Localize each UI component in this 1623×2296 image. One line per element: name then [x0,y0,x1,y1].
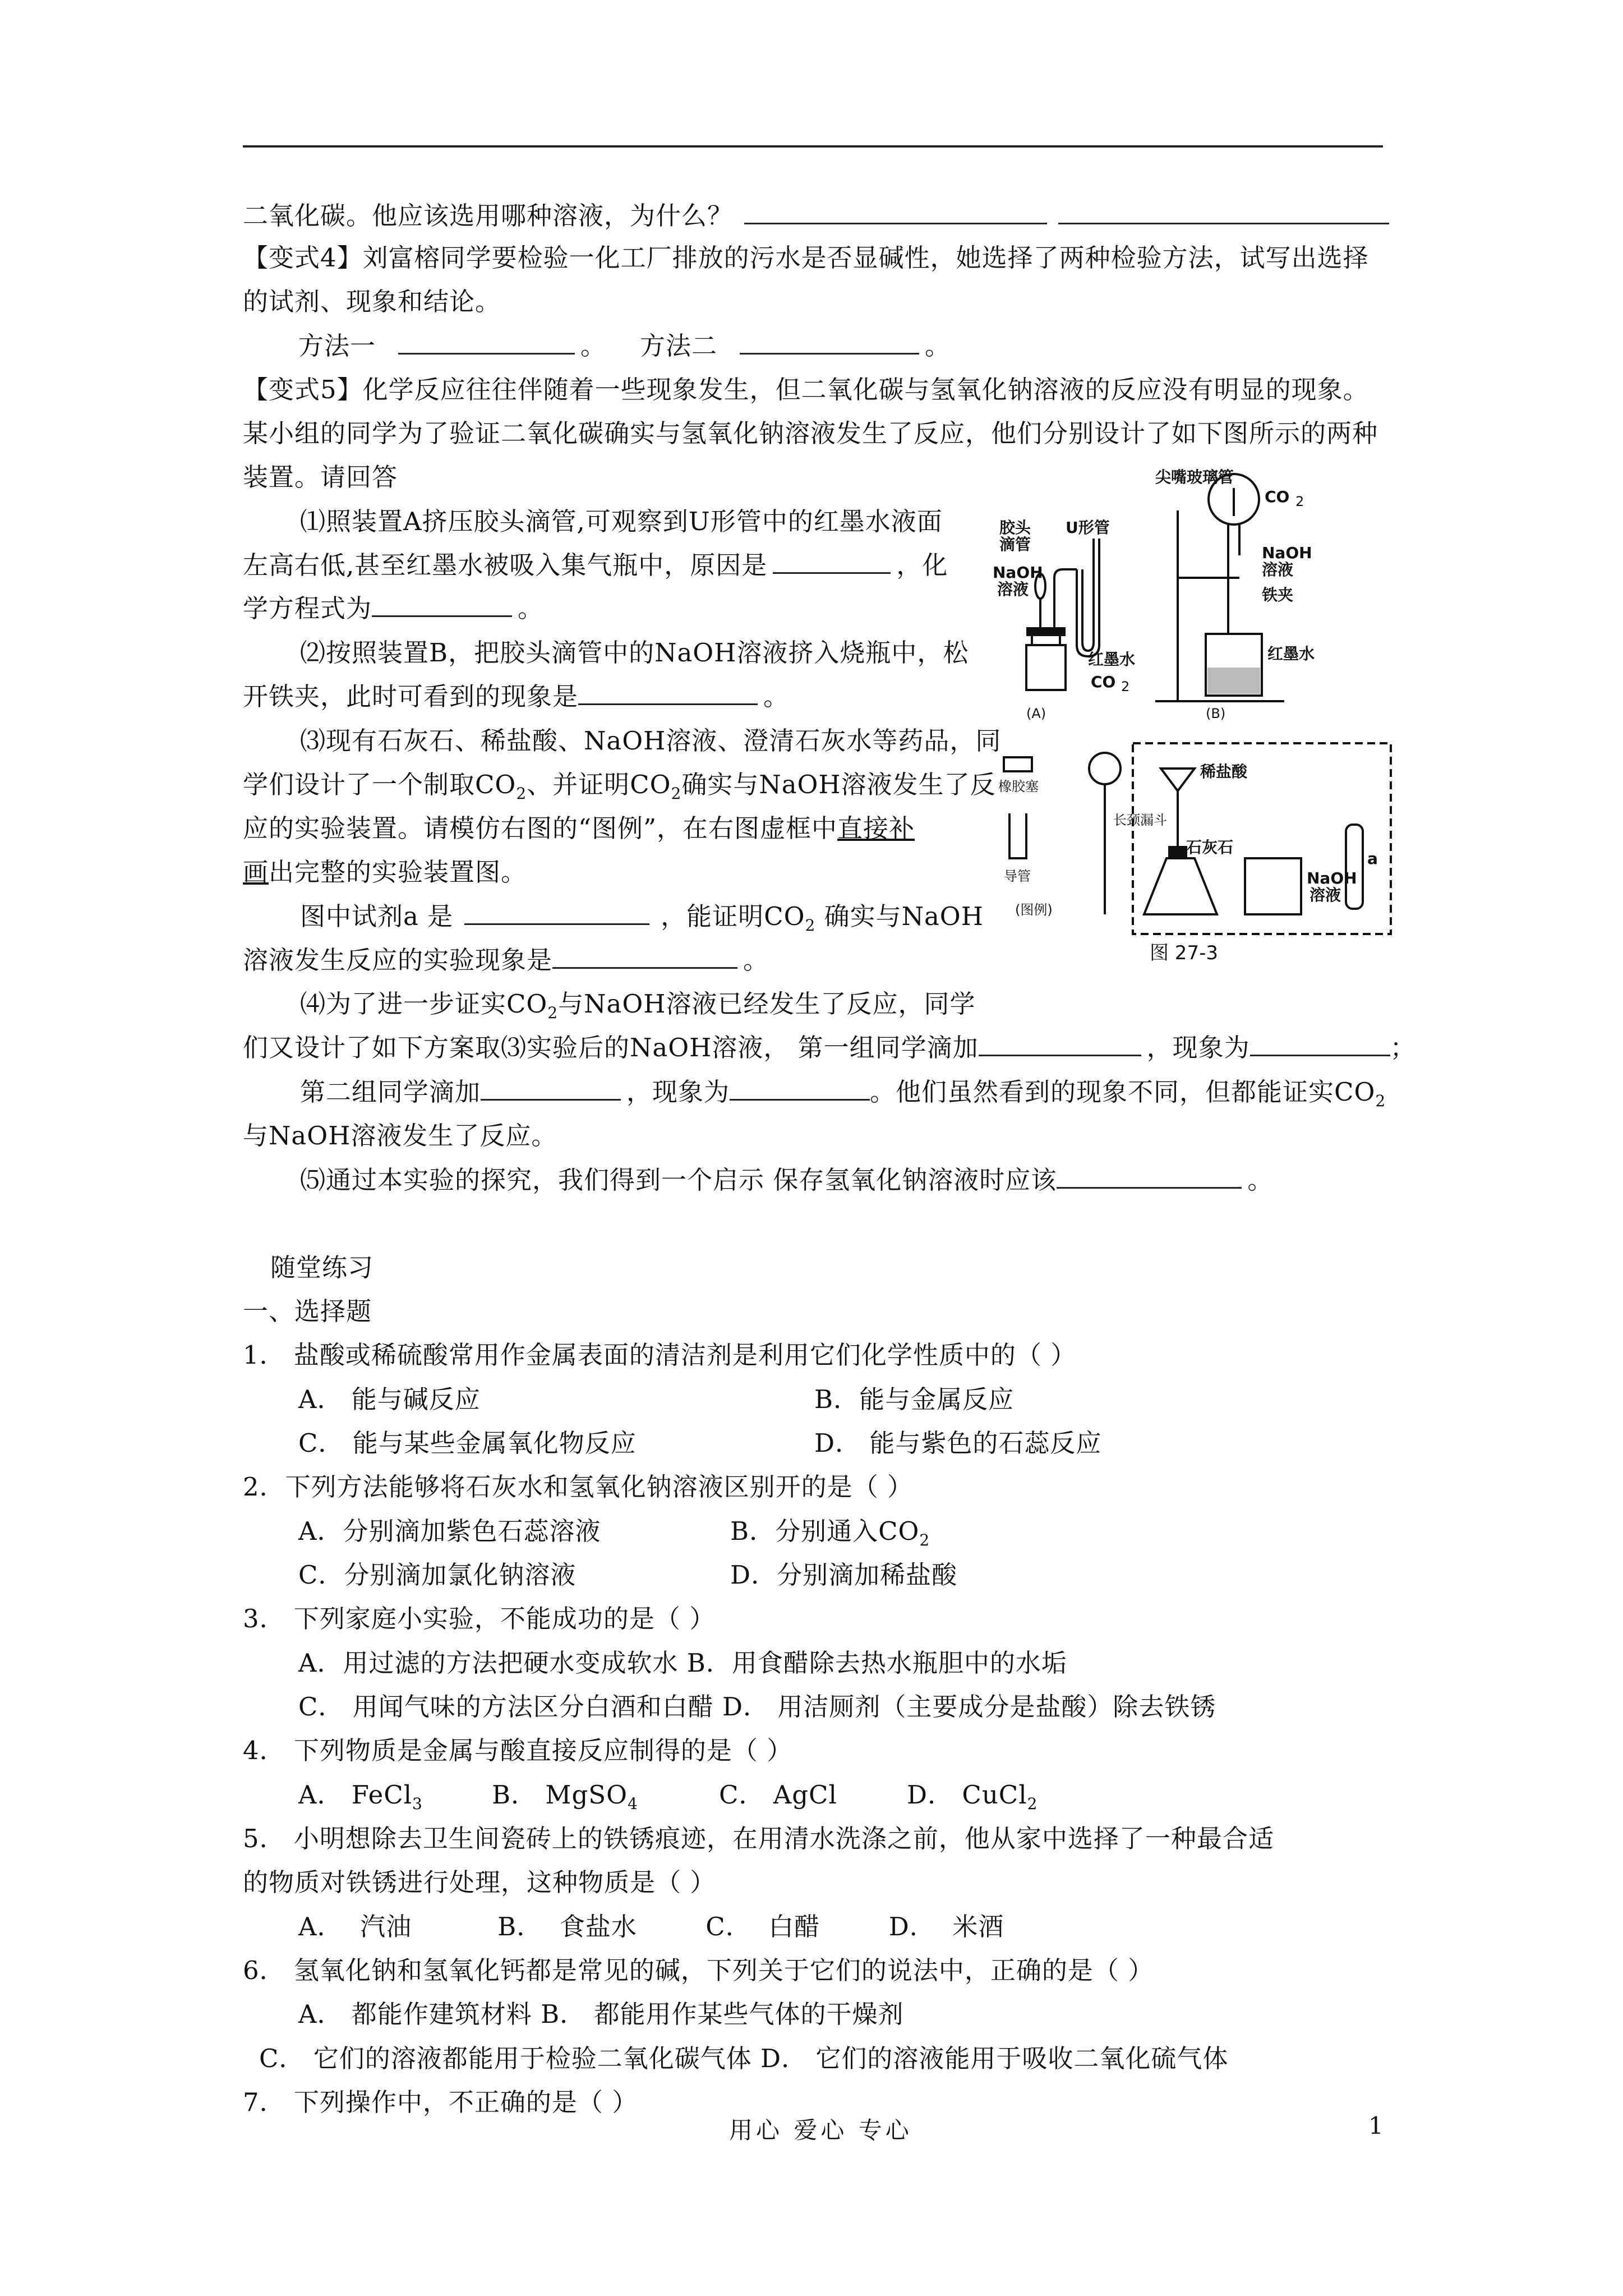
pq2-opts-ab [298,1515,930,1549]
q3-line-b: 学们设计了一个制取$CO_2$、并证明$CO_2$确实与NaOH溶液发生了反 [243,770,996,803]
funnel-symbol [1089,753,1121,784]
dashed-box [1133,743,1391,934]
label-co2-a: CO [1091,673,1116,691]
test-tube [1346,825,1363,909]
label-rongye-b: 溶液 [1262,560,1294,579]
answer-blank[interactable] [1250,1032,1390,1056]
answer-blank[interactable] [730,1076,870,1101]
q2-line-a: ⑵按照装置B，把胶头滴管中的NaOH溶液挤入烧瓶中，松 [300,638,969,668]
answer-blank[interactable] [481,1076,621,1101]
header-rule [243,145,1383,148]
tube-symbol [1009,813,1026,858]
option-d[interactable]: D．分别滴加稀盐酸 [730,1560,958,1590]
label-ushape: U形管 [1066,518,1110,537]
pq6: 6． 氢氧化钠和氢氧化钙都是常见的碱，下列关于它们的说法中，正确的是（ ） [243,1955,1154,1985]
answer-blank[interactable] [744,200,1047,224]
label-rongye-a: 溶液 [997,580,1029,599]
label-co2-b: CO [1265,487,1290,506]
option-d[interactable]: D． 能与紫色的石蕊反应 [814,1428,1102,1458]
pq7: 7． 下列操作中，不正确的是（ ） [243,2087,638,2117]
option-c[interactable]: C． AgCl [719,1780,837,1810]
label-hongmoshui-a: 红墨水 [1088,650,1136,669]
label-A: (A) [1026,706,1046,721]
q1-line-c: 学方程式为 。 [243,593,544,623]
footer-slogan: 用心 爱心 专心 [729,2116,912,2144]
q3-line-c: 应的实验装置。请模仿右图的“图例”，在右图虚框中直接补 [243,813,915,843]
label-co2-sub-b: 2 [1295,494,1304,509]
pq3: 3． 下列家庭小实验，不能成功的是（ ） [243,1604,716,1634]
option-b[interactable]: B． MgSO$_4$ [492,1780,638,1813]
pq2: 2．下列方法能够将石灰水和氢氧化钠溶液区别开的是（ ） [243,1472,913,1502]
page-number: 1 [1368,2112,1384,2139]
label-tiejia: 铁夹 [1262,586,1294,604]
option-b[interactable]: B．能与金属反应 [814,1384,1015,1414]
legend [1004,753,1121,914]
stopper-symbol [1004,757,1032,771]
pq5-opts[interactable]: A． 汽油 B． 食盐水 C． 白醋 D． 米酒 [298,1912,1004,1941]
label-xiangjiaosai: 橡胶塞 [998,779,1039,794]
pq1: 1． 盐酸或稀硫酸常用作金属表面的清洁剂是利用它们化学性质中的（ ） [243,1340,1077,1370]
reagent-a-blank[interactable] [464,901,649,925]
q4-line-c: 第二组同学滴加 ，现象为 。他们虽然看到的现象不同，但都能证实$CO_2$ [300,1077,1386,1110]
q3-line-d: 画出完整的实验装置图。 [243,857,527,887]
answer-blank[interactable] [372,593,512,617]
label-hongmoshui-b: 红墨水 [1267,645,1315,663]
line-7: 装置。请回答 [243,462,398,492]
pq4-opts [298,1778,1038,1813]
method-line: 方法一 。 方法二 。 [298,331,951,361]
section-heading: 一、选择题 [243,1296,372,1326]
variant-5-line: 【变式5】化学反应往往伴随着一些现象发生，但二氧化碳与氢氧化钠溶液的反应没有明显的现象。 [243,375,1369,404]
q4-line-b: 们又设计了如下方案取⑶实验后的NaOH溶液， 第一组同学滴加 ，现象为 ； [243,1033,1416,1062]
pq5: 5． 小明想除去卫生间瓷砖上的铁锈痕迹，在用清水洗涤之前，他从家中选择了一种最合适 [243,1824,1274,1853]
label-changjing: 长颈漏斗 [1113,812,1167,828]
label-jiaotou: 胶头 [999,518,1031,537]
answer-blank[interactable] [578,681,758,705]
pq3-opts-cd[interactable]: C． 用闻气味的方法区分白酒和白醋 D． 用洁厕剂（主要成分是盐酸）除去铁锈 [298,1692,1216,1722]
q1-line-b: 左高右低,甚至红墨水被吸入集气瓶中，原因是 ，化 [243,550,948,580]
method-2-blank[interactable] [740,330,919,355]
variant-4-line: 【变式4】刘富榕同学要检验一化工厂排放的污水是否显碱性，她选择了两种检验方法，试写出选择 [243,243,1369,273]
option-c[interactable]: C．分别滴加氯化钠溶液 [298,1560,577,1590]
label-naoh-c: NaOH [1307,869,1357,887]
q3-line-f: 溶液发生反应的实验现象是 。 [243,945,769,975]
u-tube [1077,539,1099,656]
answer-blank[interactable] [979,1032,1141,1056]
practice-title: 随堂练习 [270,1253,374,1282]
label-xiyansuan: 稀盐酸 [1200,762,1248,781]
bottle [1245,858,1301,914]
pq1-opts-ab [298,1383,1015,1416]
label-diguan: 滴管 [999,535,1031,554]
method-1-blank[interactable] [398,330,575,355]
option-a[interactable]: A． 能与碱反应 [298,1384,481,1414]
label-tuli: (图例) [1015,902,1053,918]
option-c[interactable]: C． 能与某些金属氧化物反应 [298,1428,637,1458]
label-shihuishi: 石灰石 [1186,838,1234,857]
answer-blank[interactable] [773,550,891,574]
line-1: 二氧化碳。他应该选用哪种溶液，为什么？ [243,199,1389,233]
q4-line-a: ⑷为了进一步证实$CO_2$与NaOH溶液已经发生了反应，同学 [300,989,976,1022]
pq3-opts-ab[interactable]: A．用过滤的方法把硬水变成软水 B．用食醋除去热水瓶胆中的水垢 [298,1648,1067,1678]
line-3: 的试剂、现象和结论。 [243,287,501,316]
conical-flask [1144,858,1217,914]
q3-line-a: ⑶现有石灰石、稀盐酸、NaOH溶液、澄清石灰水等药品，同 [300,726,1002,756]
label-jianzui: 尖嘴玻璃管 [1155,468,1234,486]
gas-bottle [1026,645,1066,690]
label-rongye-c: 溶液 [1310,886,1341,904]
answer-blank[interactable] [1058,200,1389,224]
pq2-opts-cd [298,1558,958,1592]
figure-caption: 图 27-3 [1150,942,1218,964]
pq1-opts-cd [298,1427,1102,1460]
label-naoh-b: NaOH [1262,544,1312,562]
option-a[interactable]: A．分别滴加紫色石蕊溶液 [298,1516,601,1546]
label-B: (B) [1206,706,1226,721]
q5-line: ⑸通过本实验的探究，我们得到一个启示 保存氢氧化钠溶液时应该 。 [300,1165,1274,1195]
q2-line-b: 开铁夹，此时可看到的现象是 。 [243,682,790,711]
pq5-b: 的物质对铁锈进行处理，这种物质是（ ） [243,1867,716,1897]
option-d[interactable]: D． CuCl$_2$ [907,1780,1038,1813]
label-co2-sub-a: 2 [1121,679,1130,694]
answer-blank[interactable] [552,945,737,969]
label-a: a [1367,849,1378,868]
label-daoguan: 导管 [1004,868,1031,884]
option-a[interactable]: A． FeCl$_3$ [298,1780,423,1813]
pq6-opts-cd[interactable]: C． 它们的溶液都能用于检验二氧化碳气体 D． 它们的溶液能用于吸收二氧化硫气体 [259,2044,1229,2073]
pq4: 4． 下列物质是金属与酸直接反应制得的是（ ） [243,1736,793,1765]
pq6-opts-ab[interactable]: A． 都能作建筑材料 B． 都能用作某些气体的干燥剂 [298,1999,904,2029]
label-naoh-a: NaOH [993,563,1043,582]
answer-blank[interactable] [1057,1165,1242,1189]
q4-line-d: 与NaOH溶液发生了反应。 [243,1121,557,1151]
q3-line-e: 图中试剂a 是 ，能证明$CO_2$ 确实与NaOH [300,901,984,935]
option-b[interactable]: B．分别通入$CO_2$ [730,1516,930,1549]
line-6: 某小组的同学为了验证二氧化碳确实与氢氧化钠溶液发生了反应，他们分别设计了如下图所示的两种 [243,418,1378,448]
q1-line-a: ⑴照装置A挤压胶头滴管,可观察到U形管中的红墨水液面 [300,507,943,536]
experiment-figure [993,466,1396,1015]
